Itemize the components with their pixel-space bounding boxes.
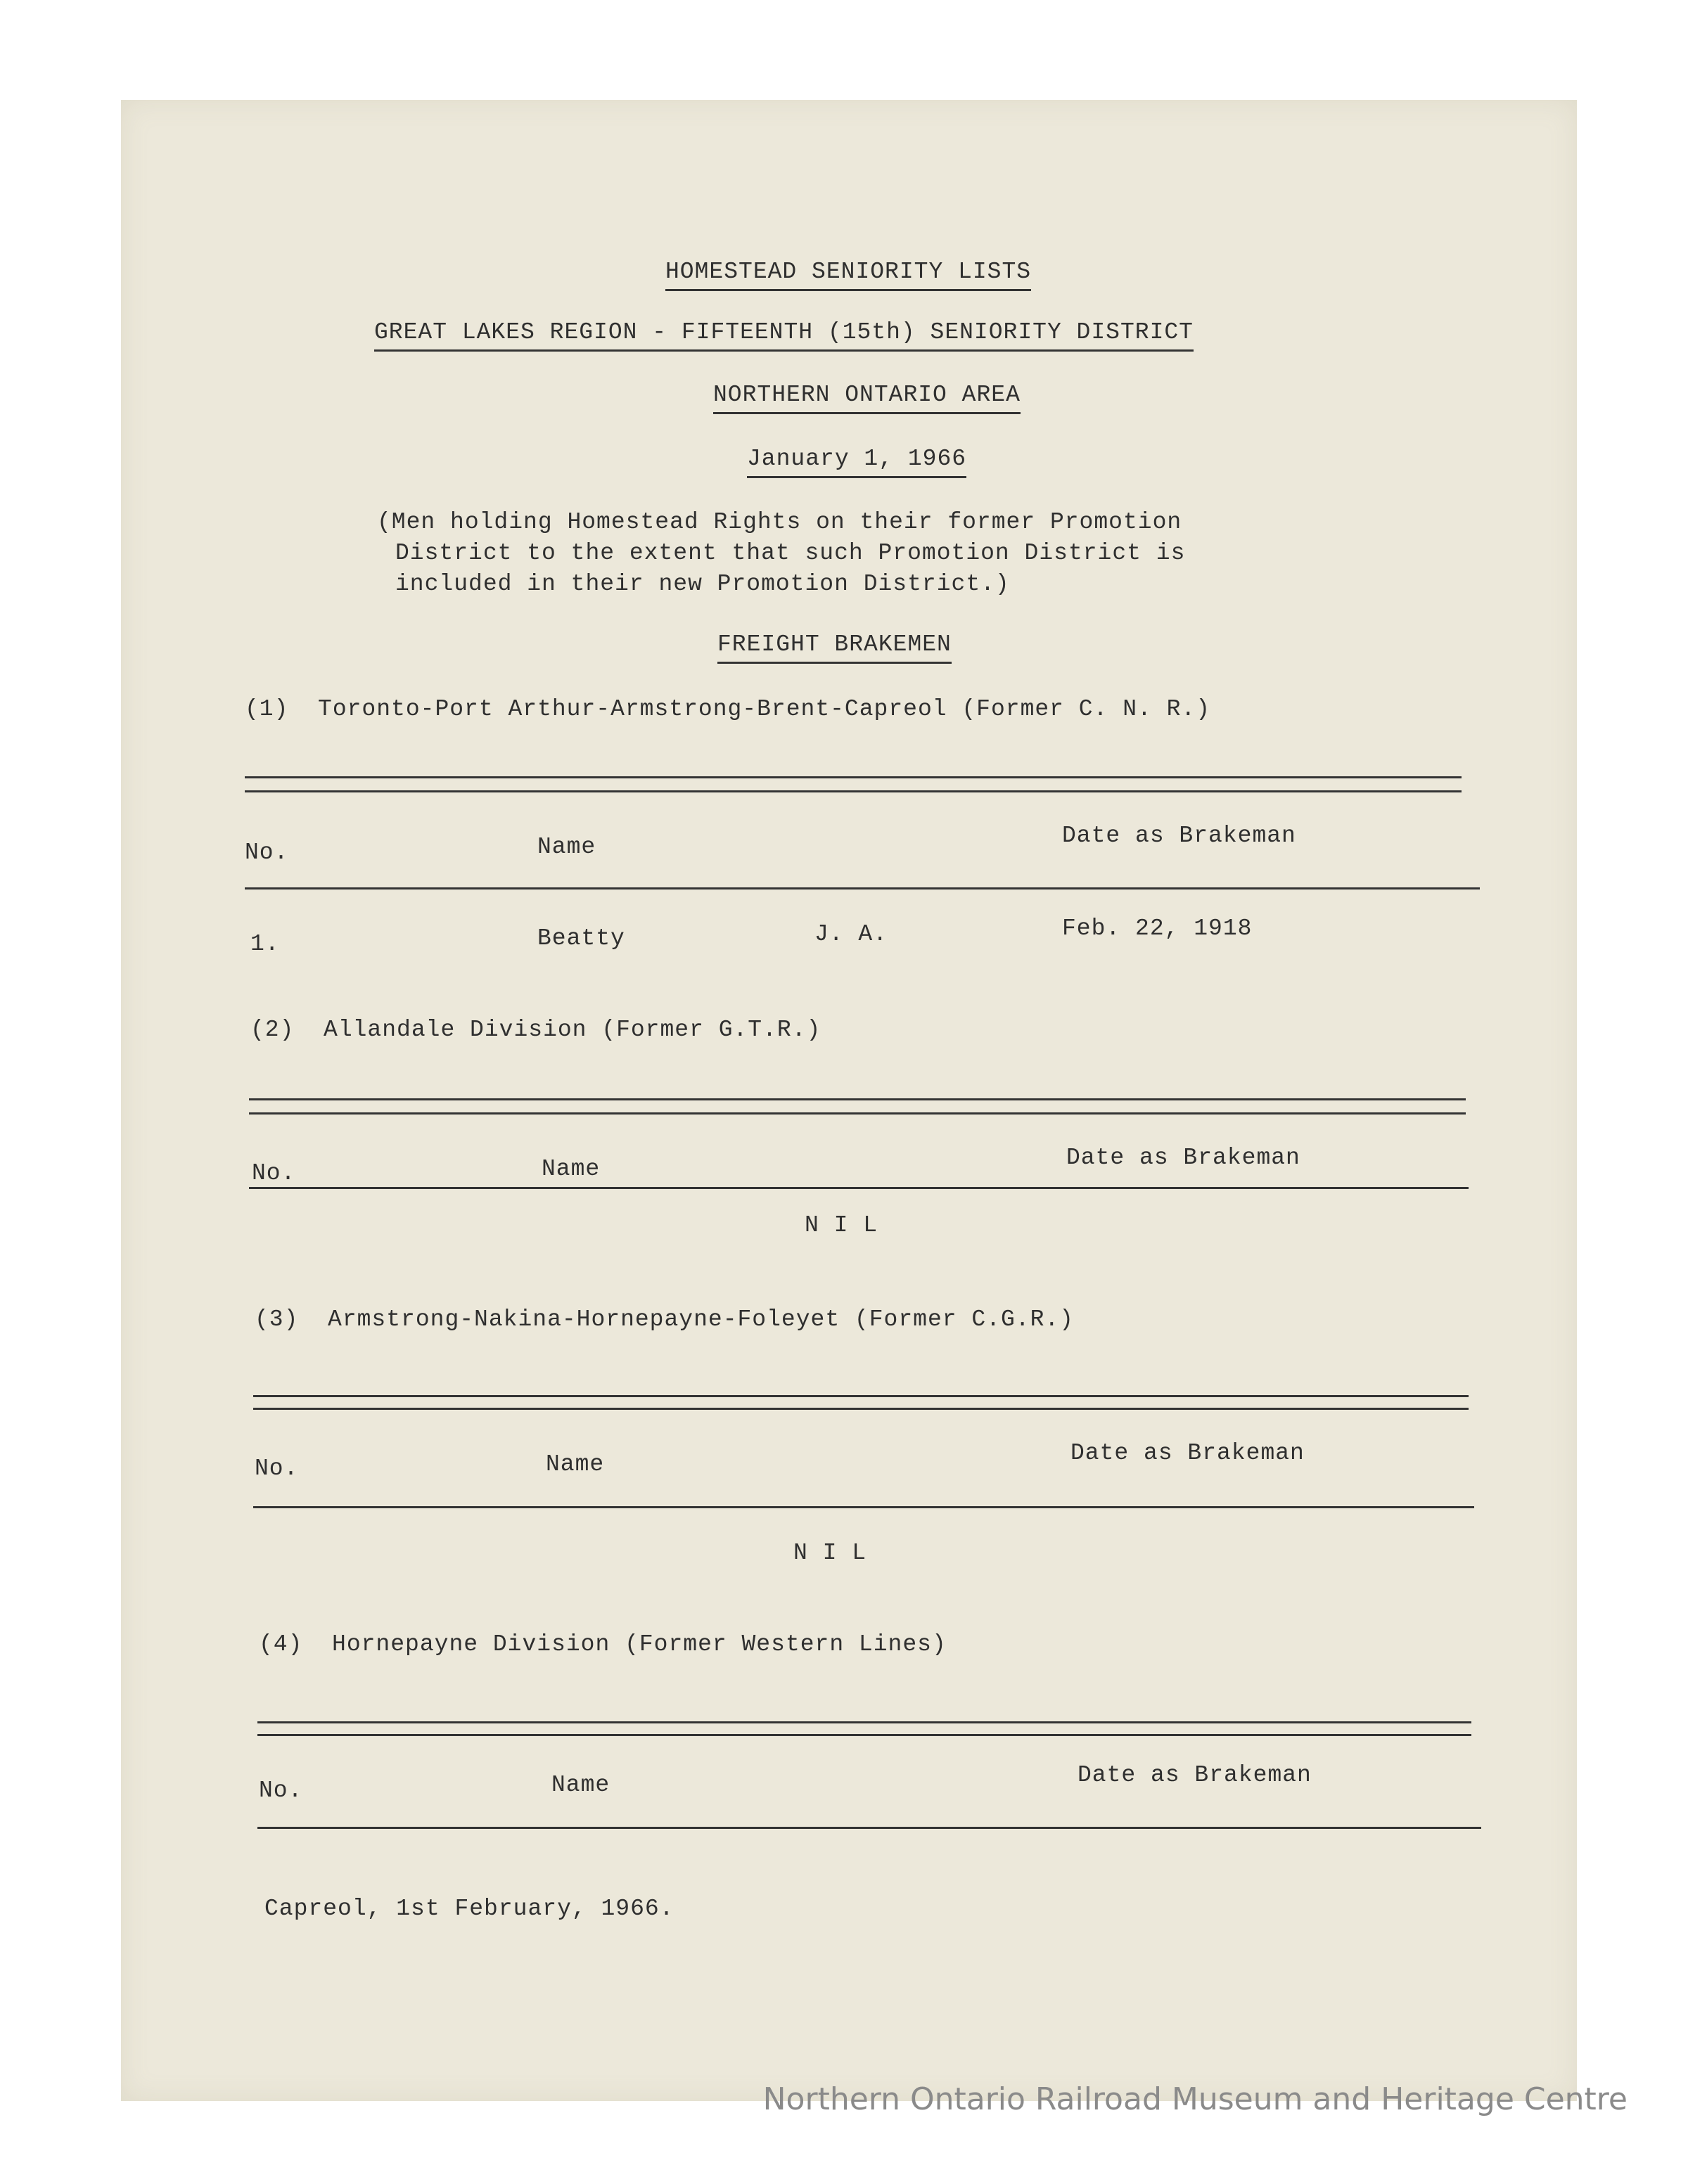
column-header-name: Name: [546, 1451, 605, 1477]
section-heading: (4) Hornepayne Division (Former Western Lines): [259, 1631, 947, 1657]
column-header-name: Name: [537, 834, 596, 860]
section-divider: [245, 776, 1462, 778]
section-divider: [249, 1098, 1466, 1100]
section-heading: (1) Toronto-Port Arthur-Armstrong-Brent-Capreol (Former C. N. R.): [245, 696, 1211, 722]
watermark-text: Northern Ontario Railroad Museum and Heritage Centre: [762, 2081, 1628, 2117]
row-initials: J. A.: [814, 921, 888, 947]
section-divider: [245, 790, 1462, 792]
section-divider: [257, 1721, 1471, 1723]
section-divider: [257, 1734, 1471, 1736]
column-header-date: Date as Brakeman: [1062, 823, 1296, 849]
header-underline: [249, 1187, 1469, 1189]
note-line: included in their new Promotion District.): [395, 571, 1010, 597]
section-divider: [249, 1112, 1466, 1115]
note-line: District to the extent that such Promotion District is: [395, 540, 1186, 566]
nil-text: N I L: [805, 1212, 878, 1238]
document-footer: Capreol, 1st February, 1966.: [264, 1896, 674, 1922]
column-header-name: Name: [551, 1772, 610, 1798]
column-header-name: Name: [542, 1156, 601, 1182]
section-divider: [253, 1395, 1469, 1397]
column-header-no: No.: [245, 840, 289, 866]
row-surname: Beatty: [537, 925, 625, 951]
column-header-date: Date as Brakeman: [1066, 1145, 1300, 1171]
list-date: January 1, 1966: [747, 447, 966, 478]
column-header-date: Date as Brakeman: [1070, 1440, 1305, 1466]
section-heading: (3) Armstrong-Nakina-Hornepayne-Foleyet (Former C.G.R.): [255, 1306, 1074, 1332]
category-heading: FREIGHT BRAKEMEN: [717, 633, 952, 664]
row-number: 1.: [250, 931, 280, 957]
column-header-no: No.: [252, 1160, 296, 1186]
note-line: (Men holding Homestead Rights on their former Promotion: [377, 509, 1182, 535]
nil-text: N I L: [793, 1540, 867, 1566]
header-underline: [253, 1506, 1474, 1508]
section-heading: (2) Allandale Division (Former G.T.R.): [250, 1017, 821, 1043]
row-date: Feb. 22, 1918: [1062, 916, 1253, 942]
area-heading: NORTHERN ONTARIO AREA: [713, 383, 1021, 414]
document-title: HOMESTEAD SENIORITY LISTS: [665, 260, 1031, 291]
column-header-no: No.: [255, 1456, 299, 1482]
section-divider: [253, 1408, 1469, 1410]
column-header-no: No.: [259, 1778, 303, 1804]
header-underline: [245, 887, 1480, 889]
column-header-date: Date as Brakeman: [1078, 1762, 1312, 1788]
region-heading: GREAT LAKES REGION - FIFTEENTH (15th) SENIORITY DISTRICT: [374, 321, 1194, 352]
header-underline: [257, 1827, 1481, 1829]
